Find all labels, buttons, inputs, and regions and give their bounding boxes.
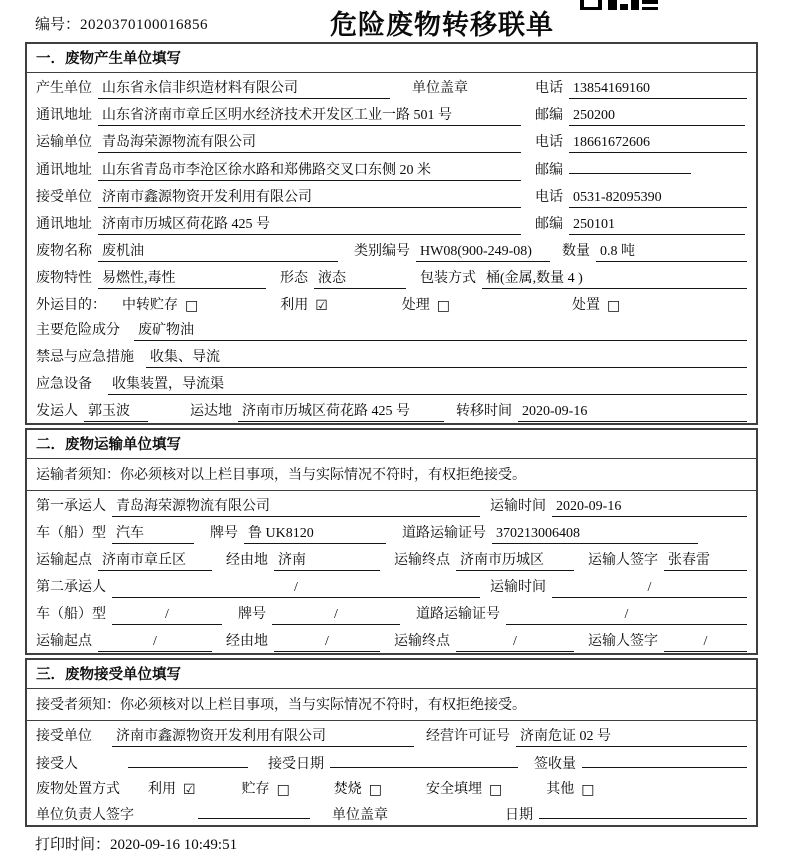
- waste-name-value: 废机油: [98, 240, 338, 262]
- unit-seal-label: 单位盖章: [332, 808, 388, 823]
- road-license-value: 370213006408: [492, 526, 698, 544]
- form-header: [0, 0, 796, 42]
- route-start-value: /: [98, 634, 212, 652]
- second-carrier-value: /: [112, 580, 480, 598]
- date-field: [505, 803, 747, 824]
- first-carrier-value: 青岛海荣源物流有限公司: [112, 495, 480, 517]
- qr-code-fragment-icon: [580, 0, 658, 10]
- transfer-time-value: 2020-09-16: [518, 404, 747, 422]
- option-label: 利用: [280, 298, 309, 313]
- address-value: 山东省青岛市李沧区徐水路和郑佛路交叉口东侧 20 米: [98, 159, 521, 181]
- zip-value: [569, 158, 691, 174]
- serial-number: [35, 13, 208, 34]
- first-carrier-row: [27, 491, 756, 518]
- first-carrier-label: 第一承运人: [36, 499, 106, 514]
- zip-label: 邮编: [535, 217, 563, 232]
- disposal-method-label: 废物处置方式: [36, 782, 120, 797]
- option-other: [546, 778, 594, 798]
- address-label: 通讯地址: [36, 217, 92, 232]
- route-end-label: 运输终点: [394, 553, 450, 568]
- phone-value: 13854169160: [569, 81, 747, 99]
- section2-heading: 二．废物运输单位填写: [27, 430, 756, 459]
- second-carrier-label: 第二承运人: [36, 580, 106, 595]
- serial-label: 编号：: [35, 17, 81, 33]
- checkbox-checked-icon: ☑: [183, 782, 196, 798]
- route-via-value: 济南: [274, 549, 380, 571]
- plate-value: /: [272, 607, 400, 625]
- route-start-label: 运输起点: [36, 634, 92, 649]
- option-treat: [402, 294, 450, 314]
- address-label: 通讯地址: [36, 108, 92, 123]
- transporter-unit-row: [27, 127, 756, 154]
- responsible-signature-label: 单位负责人签字: [36, 808, 134, 823]
- dispatch-row: [27, 396, 756, 423]
- waste-traits-value: 易燃性,毒性: [98, 267, 266, 289]
- producer-unit-row: [27, 73, 756, 100]
- checkbox-icon: □: [489, 782, 503, 798]
- transporter-unit-value: 青岛海荣源物流有限公司: [98, 131, 521, 153]
- category-code-value: HW08(900-249-08): [416, 244, 550, 262]
- option-label: 处理: [401, 298, 430, 313]
- transporter-notice: 运输者须知：你必须核对以上栏目事项，当与实际情况不符时，有权拒绝接受。: [27, 459, 756, 491]
- address-value: 山东省济南市章丘区明水经济技术开发区工业一路 501 号: [98, 104, 521, 126]
- checkbox-icon: □: [368, 782, 383, 798]
- section3-heading: 三．废物接受单位填写: [27, 660, 756, 689]
- accept-unit-row: [27, 721, 756, 748]
- unit-seal-label: 单位盖章: [412, 81, 468, 96]
- print-time-value: 2020-09-16 10:49:51: [110, 837, 238, 853]
- receiver-notice: 接受者须知：你必须核对以上栏目事项，当与实际情况不符时，有权拒绝接受。: [27, 689, 756, 721]
- accept-date-value: [330, 752, 518, 768]
- phone-label: 电话: [535, 135, 563, 150]
- carrier-signature-value: /: [664, 634, 747, 652]
- quantity-value: 0.8 吨: [596, 240, 747, 262]
- accept-person-row: [27, 748, 756, 774]
- route-start-label: 运输起点: [36, 553, 92, 568]
- emergency-equipment-label: 应急设备: [36, 377, 92, 392]
- zip-value: 250101: [569, 217, 745, 235]
- route-row-1: [27, 545, 756, 572]
- option-utilize: [280, 294, 328, 314]
- zip-value: 250200: [569, 108, 745, 126]
- emergency-measures-value: 收集、导流: [146, 346, 747, 368]
- accept-unit-label: 接受单位: [36, 729, 92, 744]
- page-title: 危险废物转移联单: [330, 10, 554, 40]
- transfer-purpose-label: 外运目的：: [36, 298, 106, 313]
- route-end-label: 运输终点: [394, 634, 450, 649]
- destination-label: 运达地: [190, 404, 232, 419]
- phone-field: [535, 186, 747, 208]
- phone-label: 电话: [535, 190, 563, 205]
- permit-number-value: 济南危证 02 号: [516, 725, 747, 747]
- accept-person-label: 接受人: [36, 757, 78, 772]
- plate-value: 鲁 UK8120: [244, 522, 386, 544]
- print-time-label: 打印时间：: [35, 837, 111, 853]
- option-utilize: [148, 778, 196, 798]
- phone-value: 0531-82095390: [569, 190, 747, 208]
- hazard-components-value: 废矿物油: [134, 319, 747, 341]
- producer-address-row: [27, 100, 756, 127]
- vehicle-type-value: /: [112, 607, 222, 625]
- address-value: 济南市历城区荷花路 425 号: [98, 213, 521, 235]
- transport-time-value: /: [552, 580, 747, 598]
- option-storage: [242, 778, 290, 798]
- receiver-address-row: [27, 209, 756, 236]
- waste-name-label: 废物名称: [36, 244, 92, 259]
- plate-label: 牌号: [210, 526, 238, 541]
- zip-field: [535, 104, 747, 126]
- disposal-method-row: [27, 774, 756, 799]
- vehicle-type-label: 车（船）型: [36, 607, 106, 622]
- date-value: [539, 803, 747, 819]
- zip-label: 邮编: [535, 108, 563, 123]
- form-state-value: 液态: [314, 267, 406, 289]
- checkbox-icon: □: [607, 298, 621, 314]
- route-end-value: /: [456, 634, 574, 652]
- zip-label: 邮编: [535, 163, 563, 178]
- zip-field: [535, 158, 747, 179]
- date-label: 日期: [505, 808, 533, 823]
- option-label: 安全填埋: [426, 782, 483, 797]
- option-label: 利用: [148, 782, 176, 797]
- signed-quantity-value: [582, 752, 747, 768]
- producer-unit-label: 产生单位: [36, 81, 92, 96]
- option-label: 中转贮存: [122, 298, 178, 313]
- category-code-label: 类别编号: [354, 244, 410, 259]
- hazard-components-row: [27, 315, 756, 342]
- transport-time-value: 2020-09-16: [552, 499, 747, 517]
- emergency-equipment-row: [27, 369, 756, 396]
- vehicle-type-label: 车（船）型: [36, 526, 106, 541]
- responsible-signature-row: [27, 799, 756, 825]
- packing-label: 包装方式: [420, 271, 476, 286]
- producer-unit-value: 山东省永信非织造材料有限公司: [98, 77, 390, 99]
- transport-time-label: 运输时间: [490, 580, 546, 595]
- road-license-label: 道路运输证号: [402, 526, 486, 541]
- signed-quantity-label: 签收量: [534, 757, 576, 772]
- phone-label: 电话: [535, 81, 563, 96]
- option-label: 焚烧: [333, 782, 362, 797]
- route-via-label: 经由地: [226, 634, 268, 649]
- checkbox-icon: □: [581, 782, 595, 798]
- serial-value: 2020370100016856: [80, 17, 209, 33]
- option-transit-storage: [122, 294, 198, 314]
- road-license-label: 道路运输证号: [416, 607, 500, 622]
- vehicle-row-1: [27, 518, 756, 545]
- option-label: 贮存: [241, 782, 270, 797]
- transporter-unit-label: 运输单位: [36, 135, 92, 150]
- permit-number-label: 经营许可证号: [426, 729, 510, 744]
- checkbox-icon: □: [185, 298, 199, 314]
- transfer-purpose-row: [27, 290, 756, 315]
- plate-label: 牌号: [238, 607, 266, 622]
- route-via-value: /: [274, 634, 380, 652]
- waste-traits-row: [27, 263, 756, 290]
- emergency-measures-row: [27, 342, 756, 369]
- carrier-signature-value: 张春雷: [664, 549, 747, 571]
- emergency-measures-label: 禁忌与应急措施: [36, 350, 134, 365]
- waste-traits-label: 废物特性: [36, 271, 92, 286]
- dispatcher-label: 发运人: [36, 404, 78, 419]
- accept-date-label: 接受日期: [268, 757, 324, 772]
- hazard-components-label: 主要危险成分: [36, 323, 120, 338]
- section1-heading: 一．废物产生单位填写: [27, 44, 756, 73]
- form-state-label: 形态: [280, 271, 308, 286]
- checkbox-icon: □: [436, 298, 451, 314]
- route-row-2: [27, 626, 756, 653]
- quantity-label: 数量: [562, 244, 590, 259]
- carrier-signature-label: 运输人签字: [588, 634, 658, 649]
- responsible-signature-value: [198, 803, 310, 819]
- vehicle-type-value: 汽车: [112, 522, 194, 544]
- packing-value: 桶(金属,数量 4 ): [482, 267, 747, 289]
- accept-unit-value: 济南市鑫源物资开发利用有限公司: [112, 725, 414, 747]
- print-time: [35, 833, 796, 854]
- route-start-value: 济南市章丘区: [98, 549, 212, 571]
- receiver-unit-row: [27, 182, 756, 209]
- zip-field: [535, 213, 747, 235]
- section-transporter: [25, 428, 758, 655]
- transport-time-label: 运输时间: [490, 499, 546, 514]
- receiver-unit-label: 接受单位: [36, 190, 92, 205]
- second-carrier-row: [27, 572, 756, 599]
- checkbox-checked-icon: ☑: [315, 298, 328, 314]
- option-dispose: [572, 294, 620, 314]
- option-label: 其他: [546, 782, 575, 797]
- vehicle-row-2: [27, 599, 756, 626]
- phone-field: [535, 131, 747, 153]
- phone-field: [535, 77, 747, 99]
- road-license-value: /: [506, 607, 747, 625]
- option-label: 处置: [572, 298, 601, 313]
- route-via-label: 经由地: [226, 553, 268, 568]
- emergency-equipment-value: 收集装置，导流渠: [108, 373, 747, 395]
- dispatcher-value: 郭玉波: [84, 400, 148, 422]
- transporter-address-row: [27, 154, 756, 182]
- phone-value: 18661672606: [569, 135, 747, 153]
- receiver-unit-value: 济南市鑫源物资开发利用有限公司: [98, 186, 521, 208]
- option-landfill: [426, 778, 502, 798]
- section-receiver: [25, 658, 758, 827]
- transfer-time-label: 转移时间: [456, 404, 512, 419]
- destination-value: 济南市历城区荷花路 425 号: [238, 400, 444, 422]
- checkbox-icon: □: [276, 782, 290, 798]
- address-label: 通讯地址: [36, 163, 92, 178]
- waste-name-row: [27, 236, 756, 263]
- accept-person-value: [128, 752, 248, 768]
- option-incinerate: [334, 778, 382, 798]
- carrier-signature-label: 运输人签字: [588, 553, 658, 568]
- route-end-value: 济南市历城区: [456, 549, 574, 571]
- section-producer: [25, 42, 758, 425]
